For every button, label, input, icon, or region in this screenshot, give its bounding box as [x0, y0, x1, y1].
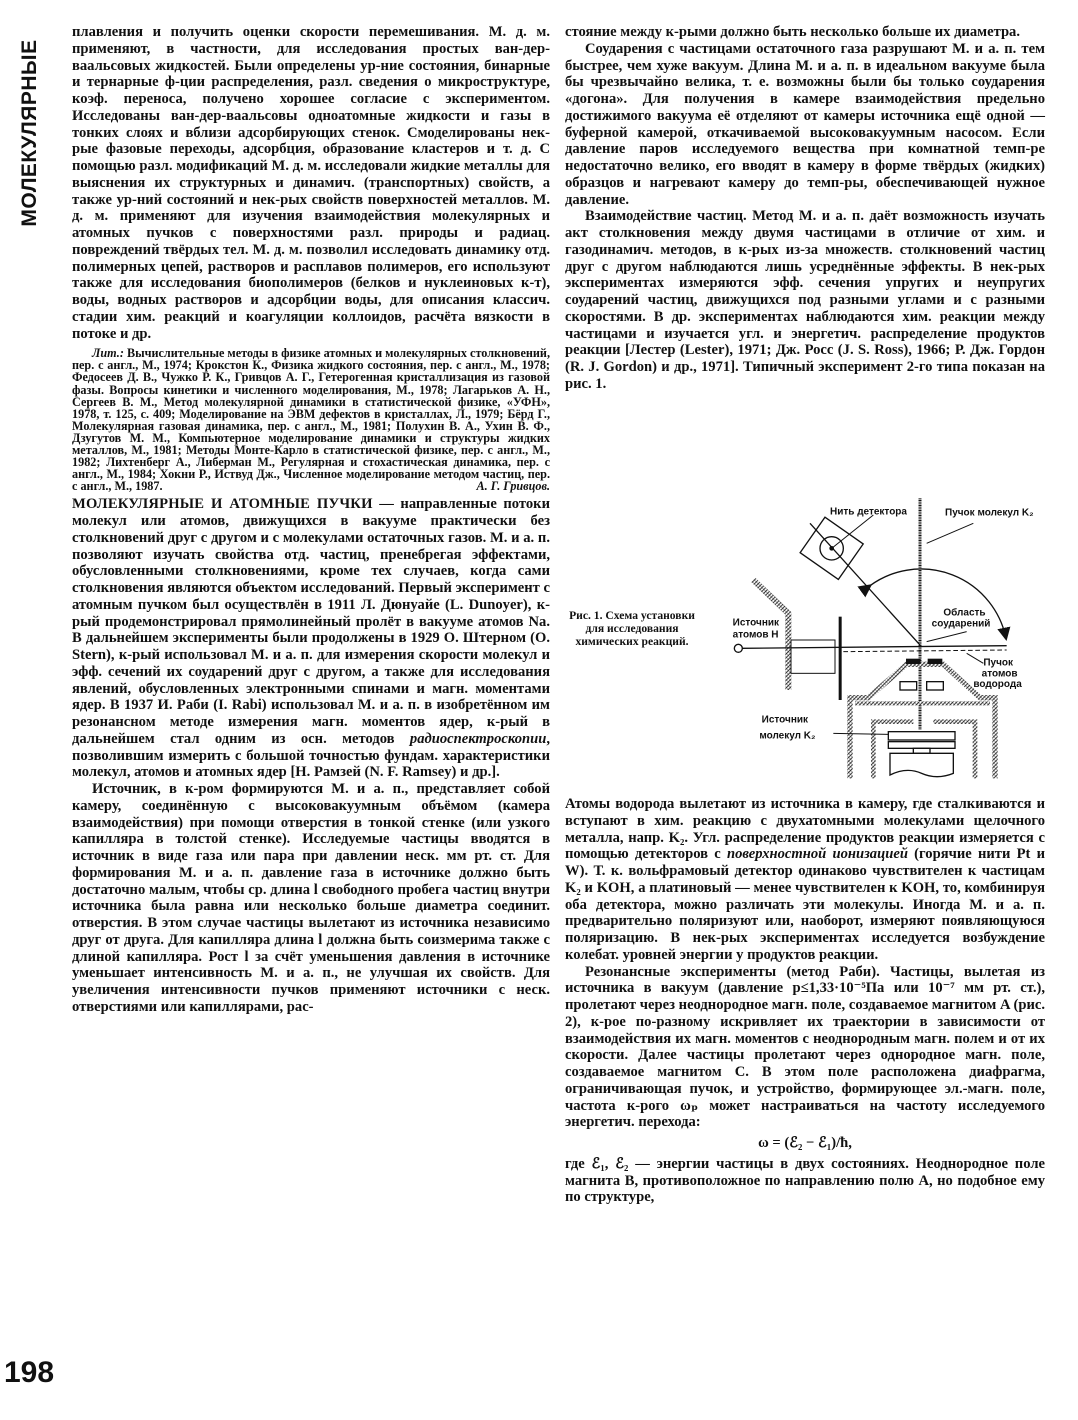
- literature-text: Вычислительные методы в физике атомных и молекулярных столкновений, пер. с англ., М., 1974; Крокстон К., Физика жидкого состояния, пер. с англ., М., 1978; Федосеев Д. В., Чужко Р. К., Гривцов А. Г., Гетерогенная кристаллизация из газовой фазы. Вопросы кинетики и численного моделирования, М., 1978; Лагарьков А. Н., Сергеев В. М., Метод молекулярной динамики в статистической физике, «УФН», 1978, т. 125, с. 409; Моделирование на ЭВМ дефектов в кристаллах, Л., 1979; Бёрд Г., Молекулярная газовая динамика, пер. с англ., М., 1981; Полухин В. А., Ухин В. Ф., Дзугутов М. М., Компьютерное моделирование динамики и структуры жидких металлов, М., 1981; Методы Монте-Карло в статистической физике, пер. с англ., М., 1982; Лихтенберг А., Либерман М., Регулярная и стохастическая динамика, пер. с англ., М., 1984; Хокни Р., Иствуд Дж., Численное моделирование методом частиц, пер. с англ., М., 1987.: [72, 346, 550, 494]
- paragraph-text: Метод М. и а. п. даёт возможность изучать акт столкновения между двумя частицами в отличие от хим. и газодинамич. методов, в к-рых из-за множеств. столкновений частиц друг с другом наблюдаются лишь усреднённые эффекты. В нек-рых экспериментах измеряются эфф. сечения упругих и неупругих соударений частиц, движущихся под разными углами и с разными скоростями. В др. экспериментах наблюдаются хим. реакции между частицами и изучается угл. и энергетич. распределение продуктов реакции [Лестер (Lester), 1971; Дж. Росс (J. S. Ross), 1966; Р. Дж. Гордон (R. J. Gordon) и др., 1971]. Типичный эксперимент 2-го типа показан на рис. 1.: [565, 208, 1045, 392]
- label-h-beam-2: атомов: [981, 668, 1018, 680]
- paragraph: [565, 208, 1045, 392]
- paragraph-text: , позволившим измерить с большой точностью фундам. характеристики молекул, атомов и атомных ядер [Н. Рамзей (N. F. Ramsey) и др.].: [72, 730, 550, 781]
- detector: [800, 515, 920, 645]
- section-heading: Резонансные эксперименты (метод Раби).: [585, 963, 880, 980]
- running-head: [8, 28, 52, 238]
- label-h-beam-3: водорода: [973, 679, 1022, 690]
- paragraph: Источник, в к-ром формируются М. и а. п., представляет собой камеру, соединённую с высоковакуумным объёмом (камера взаимодействия) при помощи отверстия в тонкой стенке (или узкого капилляра в толстой стенке). Исследуемые частицы вводятся в источник в виде газа или пара при давлении неск. мм рт. ст. Для формирования М. и а. п. давление газа в источнике должно быть достаточно малым, чтобы ср. длина l свободного пробега частиц внутри источника была равна или несколько больше диаметра соединит. отверстия. В этом случае частицы вылетают из источника независимо друг от друга. Для капилляра длина l должна быть соизмерима также с длиной капилляра. Рост l за счёт уменьшения давления в источнике уменьшает интенсивность М. и а. п., не улучшая их свойств. Для увеличения интенсивности пучков применяют источники с неск. отверстиями или капиллярами, рас-: [72, 781, 550, 1015]
- paragraph: [565, 964, 1045, 1132]
- literature-label: Лит.:: [92, 346, 124, 361]
- label-collision-region-2: соударений: [931, 618, 991, 630]
- section-heading: Взаимодействие частиц.: [585, 208, 747, 225]
- article-title: МОЛЕКУЛЯРНЫЕ И АТОМНЫЕ ПУЧКИ: [72, 496, 373, 513]
- literature: [72, 347, 550, 492]
- label-k2-source: Источник: [761, 714, 809, 726]
- label-collision-region: Область: [943, 607, 986, 619]
- author-signature: А. Г. Гривцов.: [476, 479, 550, 494]
- right-column: [565, 24, 1045, 393]
- page-number: 198: [4, 1356, 55, 1389]
- source-box: [791, 640, 835, 673]
- figure-caption: Рис. 1. Схема установки для исследования химических реакций.: [569, 609, 695, 648]
- paragraph-text: Атомы водорода вылетают из источника в камеру, где сталкиваются и вступают в хим. реакцию с двухатомными молекулами щелочного металла, напр. K₂. Угл. распределение продуктов реакции измеряется с помощью детекторов с: [565, 796, 1045, 863]
- label-h-source: Источник: [732, 617, 780, 629]
- paragraph: [565, 796, 1045, 964]
- italic-term: радиоспектроскопии: [409, 730, 547, 747]
- running-head-text: МОЛЕКУЛЯРНЫЕ: [18, 39, 41, 227]
- label-h-source-2: атомов H: [732, 629, 779, 641]
- formula: ω = (ℰ₂ − ℰ₁)/ħ,: [758, 1135, 852, 1151]
- left-column: [72, 24, 550, 1016]
- italic-term: поверхностной ионизацией: [726, 846, 908, 863]
- h-beam-edge: [843, 650, 1006, 652]
- paragraph-text: — направленные потоки молекул или атомов, движущихся в вакууме практически без столкновений друг с другом и с молекулами остаточных газов. М. и а. п. позволяют изучать свойства отд. частиц, пренебрегая эффектами, обусловленными столкновениями, кроме тех случаев, когда сами столкновения являются объектом исследований. Первый эксперимент с атомным пучком был осуществлён в 1911 Л. Дюнуайе (L. Dunoyer), к-рый продемонстрировал прямолинейный пролёт в вакууме атомов Na. В дальнейшем эксперименты были продолжены в 1929 О. Штерном (O. Stern), к-рый использовал М. и а. п. для измерения скорости молекул и эфф. сечений их соударений друг с другом, а также для исследования явлений, обусловленных электронными спинами и магн. моментами ядер. В 1937 И. Раби (I. Rabi) использовал М. и а. п. в изобретённом им резонансном методе измерения магн. моментов ядер, к-рый в дальнейшем стал одним из осн. методов: [72, 496, 550, 747]
- paragraph-text: (горячие нити Pt и W). Т. к. вольфрамовый детектор одинаково чувствителен к частицам K₂ и KOH, а платиновый — менее чувствителен к KOH, то, комбинируя оба детектора, можно различать эти молекулы. Иногда М. и а. п. предварительно поляризуют или, наоборот, измеряют появляющуюся поляризацию. В нек-рых экспериментах исследуется возбуждение колебат. уровней энергии у продуктов реакции.: [565, 846, 1046, 963]
- label-k2-source-2: молекул K₂: [759, 730, 816, 742]
- figure-1-diagram: [560, 495, 1060, 795]
- label-k2-beam: Пучок молекул K₂: [945, 507, 1034, 519]
- article-intro: [72, 496, 550, 781]
- label-detector-wire: Нить детектора: [830, 506, 907, 518]
- label-h-beam: Пучок: [983, 657, 1014, 669]
- right-column-continued: [565, 796, 1045, 1206]
- h-beam-line: [742, 646, 1006, 649]
- k2-source: [850, 659, 995, 778]
- h-source-icon: [734, 644, 742, 652]
- paragraph: Соударения с частицами остаточного газа разрушают М. и а. п. тем быстрее, чем хуже вакуум. Длина М. и а. п. в идеальном вакууме была бы чрезвычайно велика, т. е. возможны были бы только соударения «догона». Для получения в камере взаимодействия предельно достижимого вакуума её отделяют от камеры источника ещё одной — буферной камерой, откачиваемой высоковакуумным насосом. Если давление паров исследуемого вещества при комнатной темп-ре недостаточно велико, его вводят в камеру в форме твёрдых (жидких) образцов и нагревают камеру до темп-ры, обеспечивающей нужное давление.: [565, 40, 1045, 208]
- paragraph: плавления и получить оценки скорости перемешивания. М. д. м. применяют, в частности, для исследования простых ван-дер-ваальсовых жидкостей. Были определены ур-ние состояния, бинарные и тернарные ф-ции распределения, разл. сведения о микроструктуре, коэф. переноса, получено хорошее согласие с экспериментом. Исследованы ван-дер-ваальсовы одноатомные жидкости и газы в тонких слоях и вблизи адсорбирующих стенок. Смоделированы нек-рые фазовые переходы, адсорбция, образование кластеров и т. д. С помощью разл. модификаций М. д. м. исследовали жидкие металлы для выяснения их структурных и динамич. (транспортных) свойств, а также ур-ний состояний и нек-рых свойств поверхностей металлов. М. д. м. применяют для изучения взаимодействия молекулярных и атомных пучков с поверхностями разл. природы и радиац. повреждений твёрдых тел. М. д. м. позволил исследовать динамику отд. полимерных цепей, растворов и расплавов полимеров, его используют также для исследования биополимеров (белков и нуклеиновых к-т), воды, водных растворов и адсорбции воды, для описания классич. стадии хим. реакций и коагуляции коллоидов, расчёта вязкости в потоке и др.: [72, 24, 550, 342]
- plate: [839, 617, 842, 700]
- paragraph-text: Частицы, вылетая из источника в вакуум (давление p≤1,33·10⁻⁵Па или 10⁻⁷ мм рт. ст.), пролетают через неоднородное магн. поле, создаваемое магнитом A (рис. 2), к-рое по-разному искривляет их траектории в зависимости от взаимодействия их магн. моментов с неоднородным магн. полем и от их скорости. Далее частицы пролетают через однородное магн. поле, создаваемое магнитом C. В этом поле расположена диафрагма, ограничивающая пучок, и устройство, формирующее эл.-магн. поле, частота к-рого ωₚ может настраиваться на частоту исследуемого энергетич. перехода:: [565, 963, 1045, 1131]
- paragraph: стояние между к-рыми должно быть несколько больше их диаметра.: [565, 24, 1021, 40]
- paragraph: где ℰ₁, ℰ₂ — энергии частицы в двух состояниях. Неоднородное поле магнита B, противоположное по направлению полю A, но подобное ему по структуре,: [565, 1155, 1045, 1206]
